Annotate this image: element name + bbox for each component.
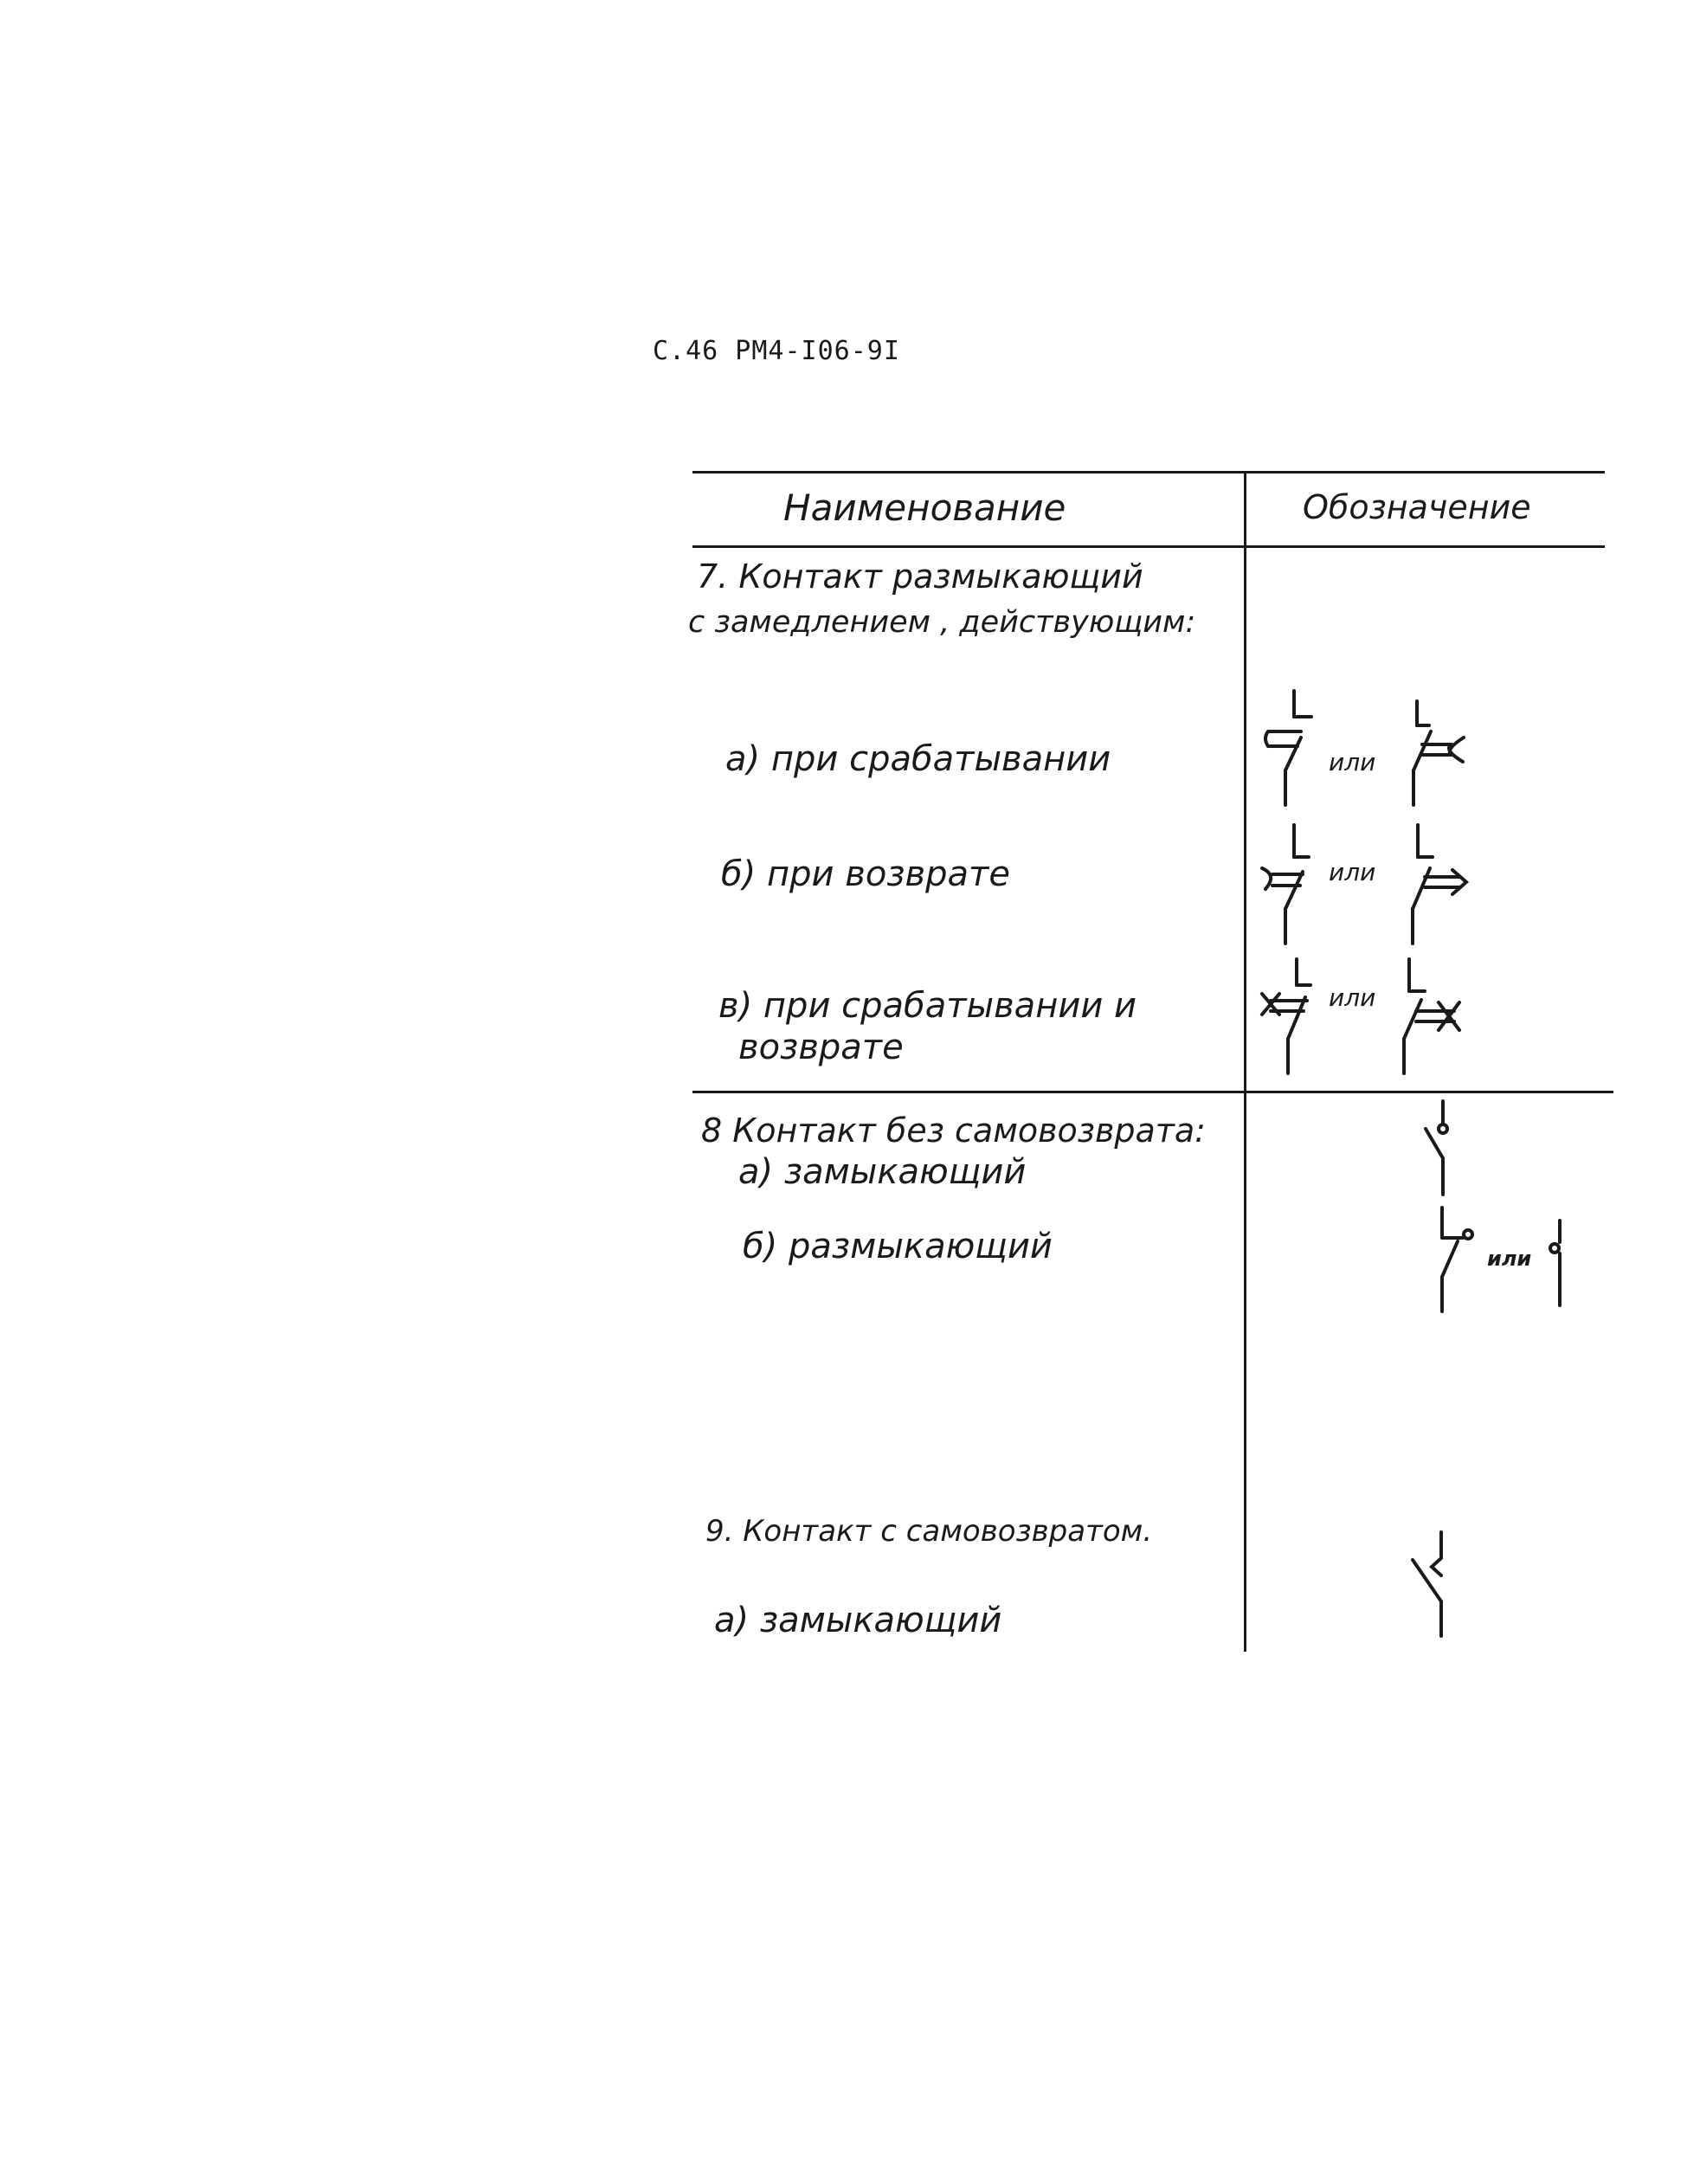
column-divider: [1244, 473, 1246, 1652]
table-header-rule: [692, 545, 1605, 548]
or-word-3: или: [1329, 983, 1376, 1012]
or-word-1: или: [1329, 748, 1376, 776]
make-contact-no-self-return-icon: [1398, 1099, 1476, 1203]
row9-item-a: а) замыкающий: [714, 1601, 1002, 1640]
table-top-rule: [692, 471, 1605, 474]
column-header-name: Наименование: [783, 486, 1066, 529]
page-header-code: С.46 РМ4-I06-9I: [653, 336, 900, 366]
row7-item-b: б) при возврате: [721, 854, 1010, 894]
or-word-4: или: [1487, 1247, 1532, 1271]
row7-item-a: а) при срабатывании: [725, 739, 1111, 779]
break-contact-no-self-return-icon: [1420, 1203, 1584, 1316]
row7-item-v-line2: возврате: [738, 1028, 904, 1067]
delayed-break-contact-on-return-icon: [1255, 818, 1506, 948]
delayed-break-contact-on-operate-icon: [1259, 684, 1502, 814]
row7-title-line1: 7. Контакт размыкающий: [697, 557, 1143, 596]
row8-item-a: а) замыкающий: [738, 1152, 1027, 1192]
delayed-break-contact-both-icon: [1255, 952, 1506, 1082]
column-header-symbol: Обозначение: [1303, 488, 1531, 526]
row7-title-line2: с замедлением , действующим:: [688, 605, 1196, 640]
row7-item-v-line1: в) при срабатывании и: [718, 986, 1137, 1026]
row8-title: 8 Контакт без самовозврата:: [701, 1111, 1206, 1150]
row8-item-b: б) размыкающий: [743, 1227, 1053, 1266]
make-contact-self-return-icon: [1402, 1530, 1471, 1643]
row9-title: 9. Контакт с самовозвратом.: [705, 1514, 1153, 1549]
or-word-2: или: [1329, 858, 1376, 886]
row-divider-7-8: [692, 1091, 1613, 1093]
